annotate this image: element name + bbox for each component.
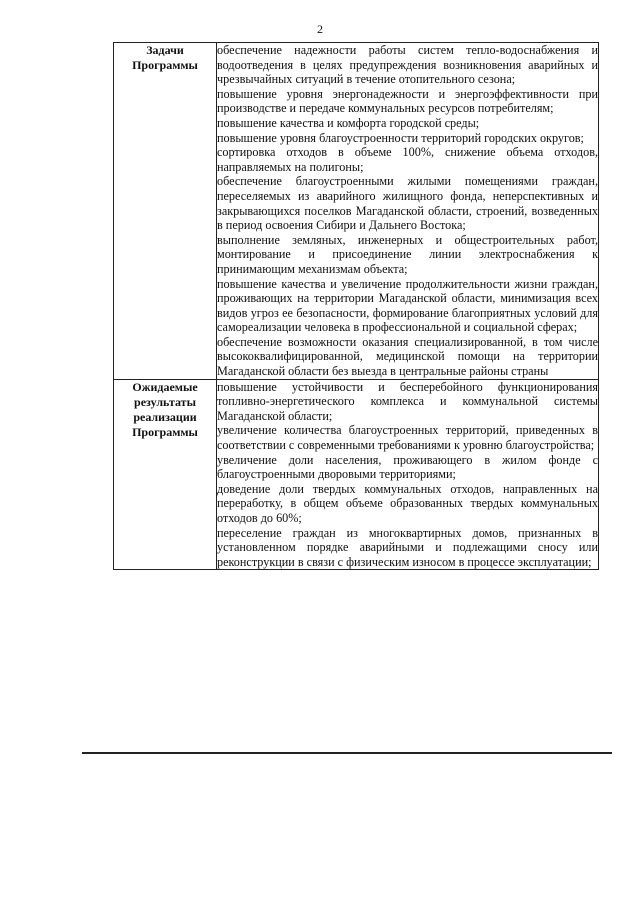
list-item: повышение устойчивости и бесперебойного функционирования топливно-энергетического комплекса и коммунальной системы Магаданской области; [217, 379, 598, 423]
row-label-results [114, 379, 217, 570]
row-label-tasks [114, 43, 217, 380]
footer-divider [82, 752, 612, 754]
list-item: сортировка отходов в объеме 100%, снижение объема отходов, направляемых на полигоны; [217, 145, 598, 174]
list-item: увеличение количества благоустроенных территорий, приведенных в соответствии с современными требованиями к уровню благоустройства; [217, 423, 598, 453]
row-content-results [217, 379, 599, 570]
list-item: обеспечение надежности работы систем тепло-водоснабжения и водоотведения в целях предупреждения возникновения аварийных и чрезвычайных ситуаций в течение отопительного сезона; [217, 43, 598, 87]
table-row-results [114, 379, 599, 570]
row-label-text: Задачи Программы [132, 43, 198, 72]
list-item: переселение граждан из многоквартирных домов, признанных в установленном порядке аварийными и подлежащими сносу или реконструкции в связи с физическим износом в процессе эксплуатации; [217, 525, 598, 569]
list-item: повышение уровня благоустроенности территорий городских округов; [217, 130, 584, 145]
table-row-tasks [114, 43, 599, 380]
list-item: выполнение земляных, инженерных и общестроительных работ, монтирование и присоединение линии электроснабжения к принимающим механизмам объекта; [217, 232, 598, 276]
row-label-text: Ожидаемые результаты реализации Программы [132, 379, 198, 439]
list-item: повышение уровня энергонадежности и энергоэффективности при производстве и передаче коммунальных ресурсов потребителям; [217, 86, 598, 116]
page-number: 2 [317, 22, 323, 36]
list-item: обеспечение благоустроенными жилыми помещениями граждан, переселяемых из аварийного жилищного фонда, неперспективных и закрывающихся поселков Магаданской области, строений, возведенных в период освоения Сибири и Дальнего Востока; [217, 174, 598, 233]
list-item: обеспечение возможности оказания специализированной, в том числе высококвалифицированной, медицинской помощи на территории Магаданской области без выезда в центральные районы страны [217, 334, 598, 379]
program-passport-table [113, 42, 599, 570]
row-content-tasks [217, 43, 599, 380]
list-item: повышение качества и увеличение продолжительности жизни граждан, проживающих на территории Магаданской области, минимизация всех видов угроз ее безопасности, формирование благоприятных условий для самореализации человека в профессиональной и социальной сферах; [217, 276, 598, 335]
list-item: доведение доли твердых коммунальных отходов, направленных на переработку, в общем объеме образованных твердых коммунальных отходов до 60%; [217, 481, 598, 525]
list-item: увеличение доли населения, проживающего в жилом фонде с благоустроенными дворовыми территориями; [217, 452, 598, 482]
list-item: повышение качества и комфорта городской среды; [217, 115, 480, 130]
